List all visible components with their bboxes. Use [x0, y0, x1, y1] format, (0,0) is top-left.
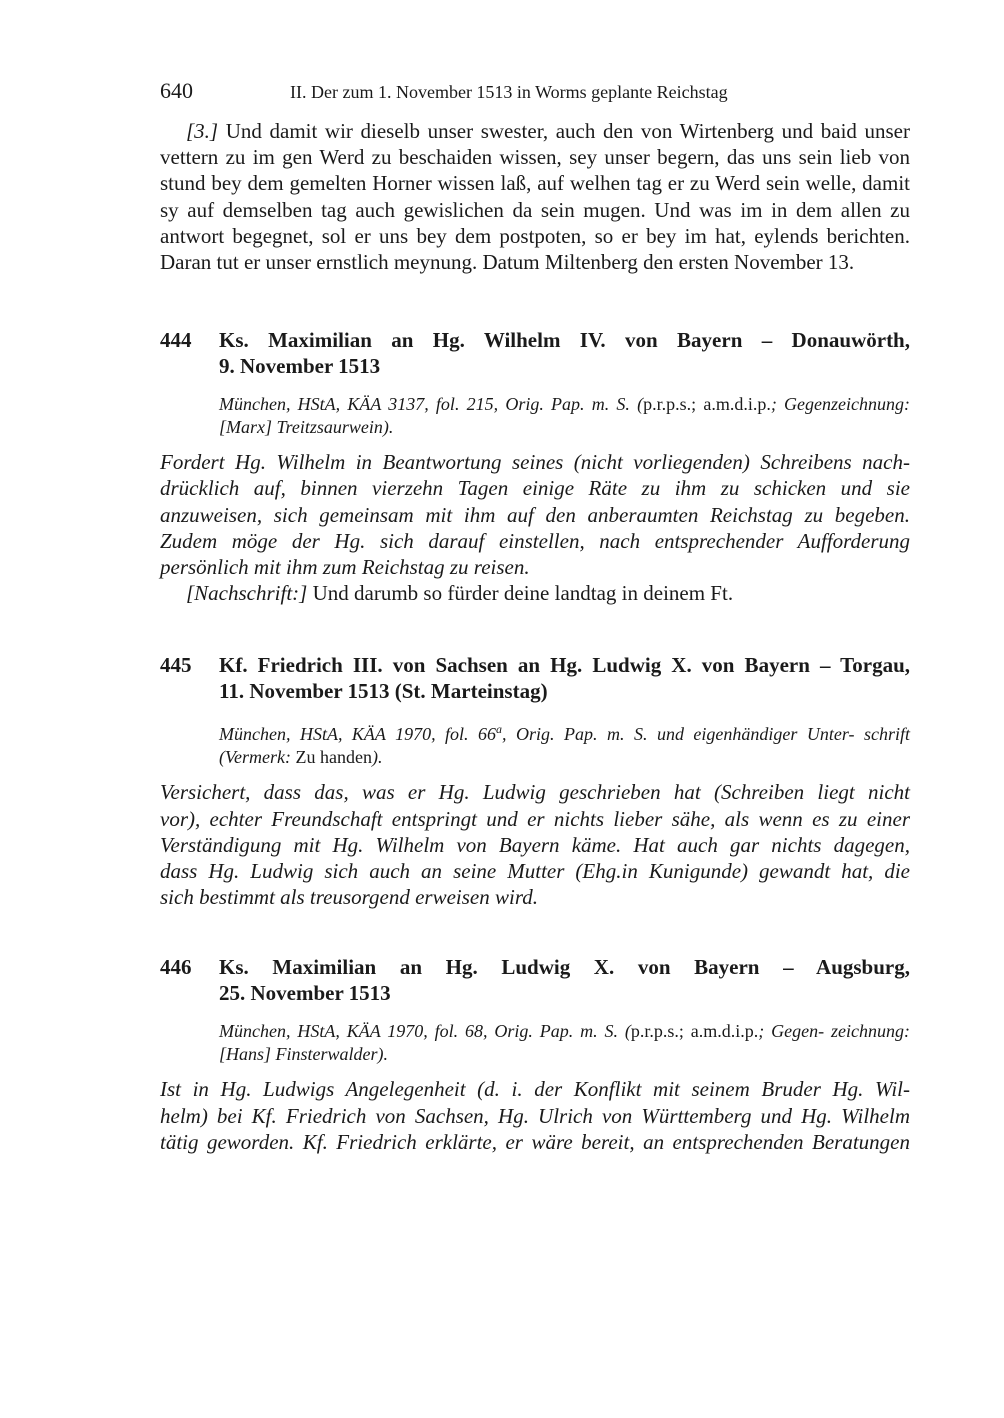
source-text: ; Gegen- [758, 1021, 825, 1042]
entry-heading [160, 954, 910, 1006]
source-text: a.m.d.i.p. [683, 1021, 759, 1042]
postscript-marker: [Nachschrift:] [186, 581, 308, 606]
source-text: ). [371, 747, 383, 768]
entry-summary [160, 449, 910, 580]
summary-line: Versichert, dass das, was er Hg. Ludwig geschrieben hat (Schreiben liegt nicht [160, 780, 910, 805]
entry-number: 445 [160, 653, 192, 678]
source-superscript: a [496, 722, 503, 737]
entry-446 [160, 954, 910, 1155]
entry-title-line: Kf. Friedrich III. von Sachsen an Hg. Ludwig X. von Bayern – Torgau, [219, 653, 910, 678]
entry-source [219, 1020, 910, 1066]
source-text: a.m.d.i.p. [696, 394, 771, 415]
entry-445 [160, 652, 910, 910]
running-head [160, 78, 910, 108]
entry-title-line: 11. November 1513 (St. Marteinstag) [219, 679, 548, 704]
entry-source [219, 393, 910, 439]
postscript-text: Und darumb so fürder deine landtag in deinem Ft. [307, 581, 734, 606]
source-text: München, HStA, KÄA 1970, fol. 66 [219, 724, 497, 745]
running-title: II. Der zum 1. November 1513 in Worms geplante Reichstag [290, 82, 728, 102]
source-text: , Orig. Pap. m. S. und eigenhändiger Unter- [502, 724, 855, 745]
entry-heading [160, 652, 910, 704]
summary-line: dass Hg. Ludwig sich auch an seine Mutter (Ehg.in Kunigunde) gewandt hat, die [160, 859, 910, 884]
entry-title-line: Ks. Maximilian an Hg. Ludwig X. von Bayern – Augsburg, [219, 955, 910, 980]
source-text: ; Gegenzeichnung: [Marx] Treitzsaurwein). [219, 394, 911, 438]
source-text: München, HStA, KÄA 1970, fol. 68, Orig. Pap. m. S. ( [219, 1021, 631, 1042]
source-text: Zu handen [295, 747, 372, 768]
summary-line: Ist in Hg. Ludwigs Angelegenheit (d. i. der Konflikt mit seinem Bruder Hg. Wil- [160, 1077, 910, 1102]
summary-line: sich bestimmt als treusorgend erweisen wird. [160, 885, 538, 910]
entry-source [219, 718, 910, 769]
document-page [160, 78, 910, 1155]
entry-title-line: Ks. Maximilian an Hg. Wilhelm IV. von Bayern – Donauwörth, [219, 328, 910, 353]
summary-line: tätig geworden. Kf. Friedrich erklärte, er wäre bereit, an entsprechenden Beratungen [160, 1129, 910, 1154]
summary-line: Zudem möge der Hg. sich darauf einstellen, nach entsprechender Aufforderung [160, 528, 910, 553]
entry-title [219, 327, 910, 379]
source-text: p.r.p.s.; [630, 1021, 684, 1042]
summary-line: Verständigung mit Hg. Wilhelm von Bayern käme. Hat auch gar nichts dagegen, [160, 832, 910, 857]
entry-number: 446 [160, 955, 192, 980]
summary-line: Fordert Hg. Wilhelm in Beantwortung seines (nicht vorliegenden) Schreibens nach- [160, 450, 910, 475]
summary-line: helm) bei Kf. Friedrich von Sachsen, Hg. Ulrich von Württemberg und Hg. Wilhelm [160, 1103, 910, 1128]
entry-444 [160, 327, 910, 606]
entry-number: 444 [160, 328, 192, 353]
entry-title [219, 954, 910, 1006]
source-text: schrift (Vermerk: [219, 724, 911, 768]
entry-postscript [160, 580, 910, 606]
summary-line: anzuweisen, sich gemeinsam mit ihm auf den anberaumten Reichstag zu begeben. [160, 502, 910, 527]
source-text: p.r.p.s.; [643, 394, 697, 415]
entry-title [219, 652, 910, 704]
entry-title-line: 25. November 1513 [219, 981, 391, 1006]
entry-summary [160, 779, 910, 910]
source-text: München, HStA, KÄA 3137, fol. 215, Orig. Pap. m. S. ( [219, 394, 644, 415]
summary-line: persönlich mit ihm zum Reichstag zu reisen. [160, 555, 530, 580]
continuation-paragraph [160, 118, 910, 275]
page-number: 640 [160, 78, 193, 103]
summary-line: vor), echter Freundschaft entspringt und er nichts lieber sähe, als wenn es zu einer [160, 806, 910, 831]
entry-summary [160, 1076, 910, 1155]
source-text: zeichnung: [Hans] Finsterwalder). [219, 1021, 911, 1065]
continuation-text: Und damit wir dieselb unser swester, auch den von Wirtenberg und baid unser vettern zu im gen Werd zu beschaiden wissen, sey unser begern, das uns sein lieb von stund bey dem gemelten Horner wissen laß, auf welhen tag er zu Werd sein welle, damit sy auf demselben tag auch gewislichen da sein mugen. Und was im in dem allen zu antwort begegnet, sol er uns bey dem postpoten, so er bey im hat, eylends berichten. Daran tut er unser ernstlich meynung. Datum Miltenberg den ersten November 13. [160, 119, 910, 275]
entry-heading [160, 327, 910, 379]
summary-line: drücklich auf, binnen vierzehn Tagen einige Räte zu ihm zu schicken und sie [160, 476, 910, 501]
entry-title-line: 9. November 1513 [219, 354, 381, 379]
section-marker: [3.] [186, 119, 219, 143]
